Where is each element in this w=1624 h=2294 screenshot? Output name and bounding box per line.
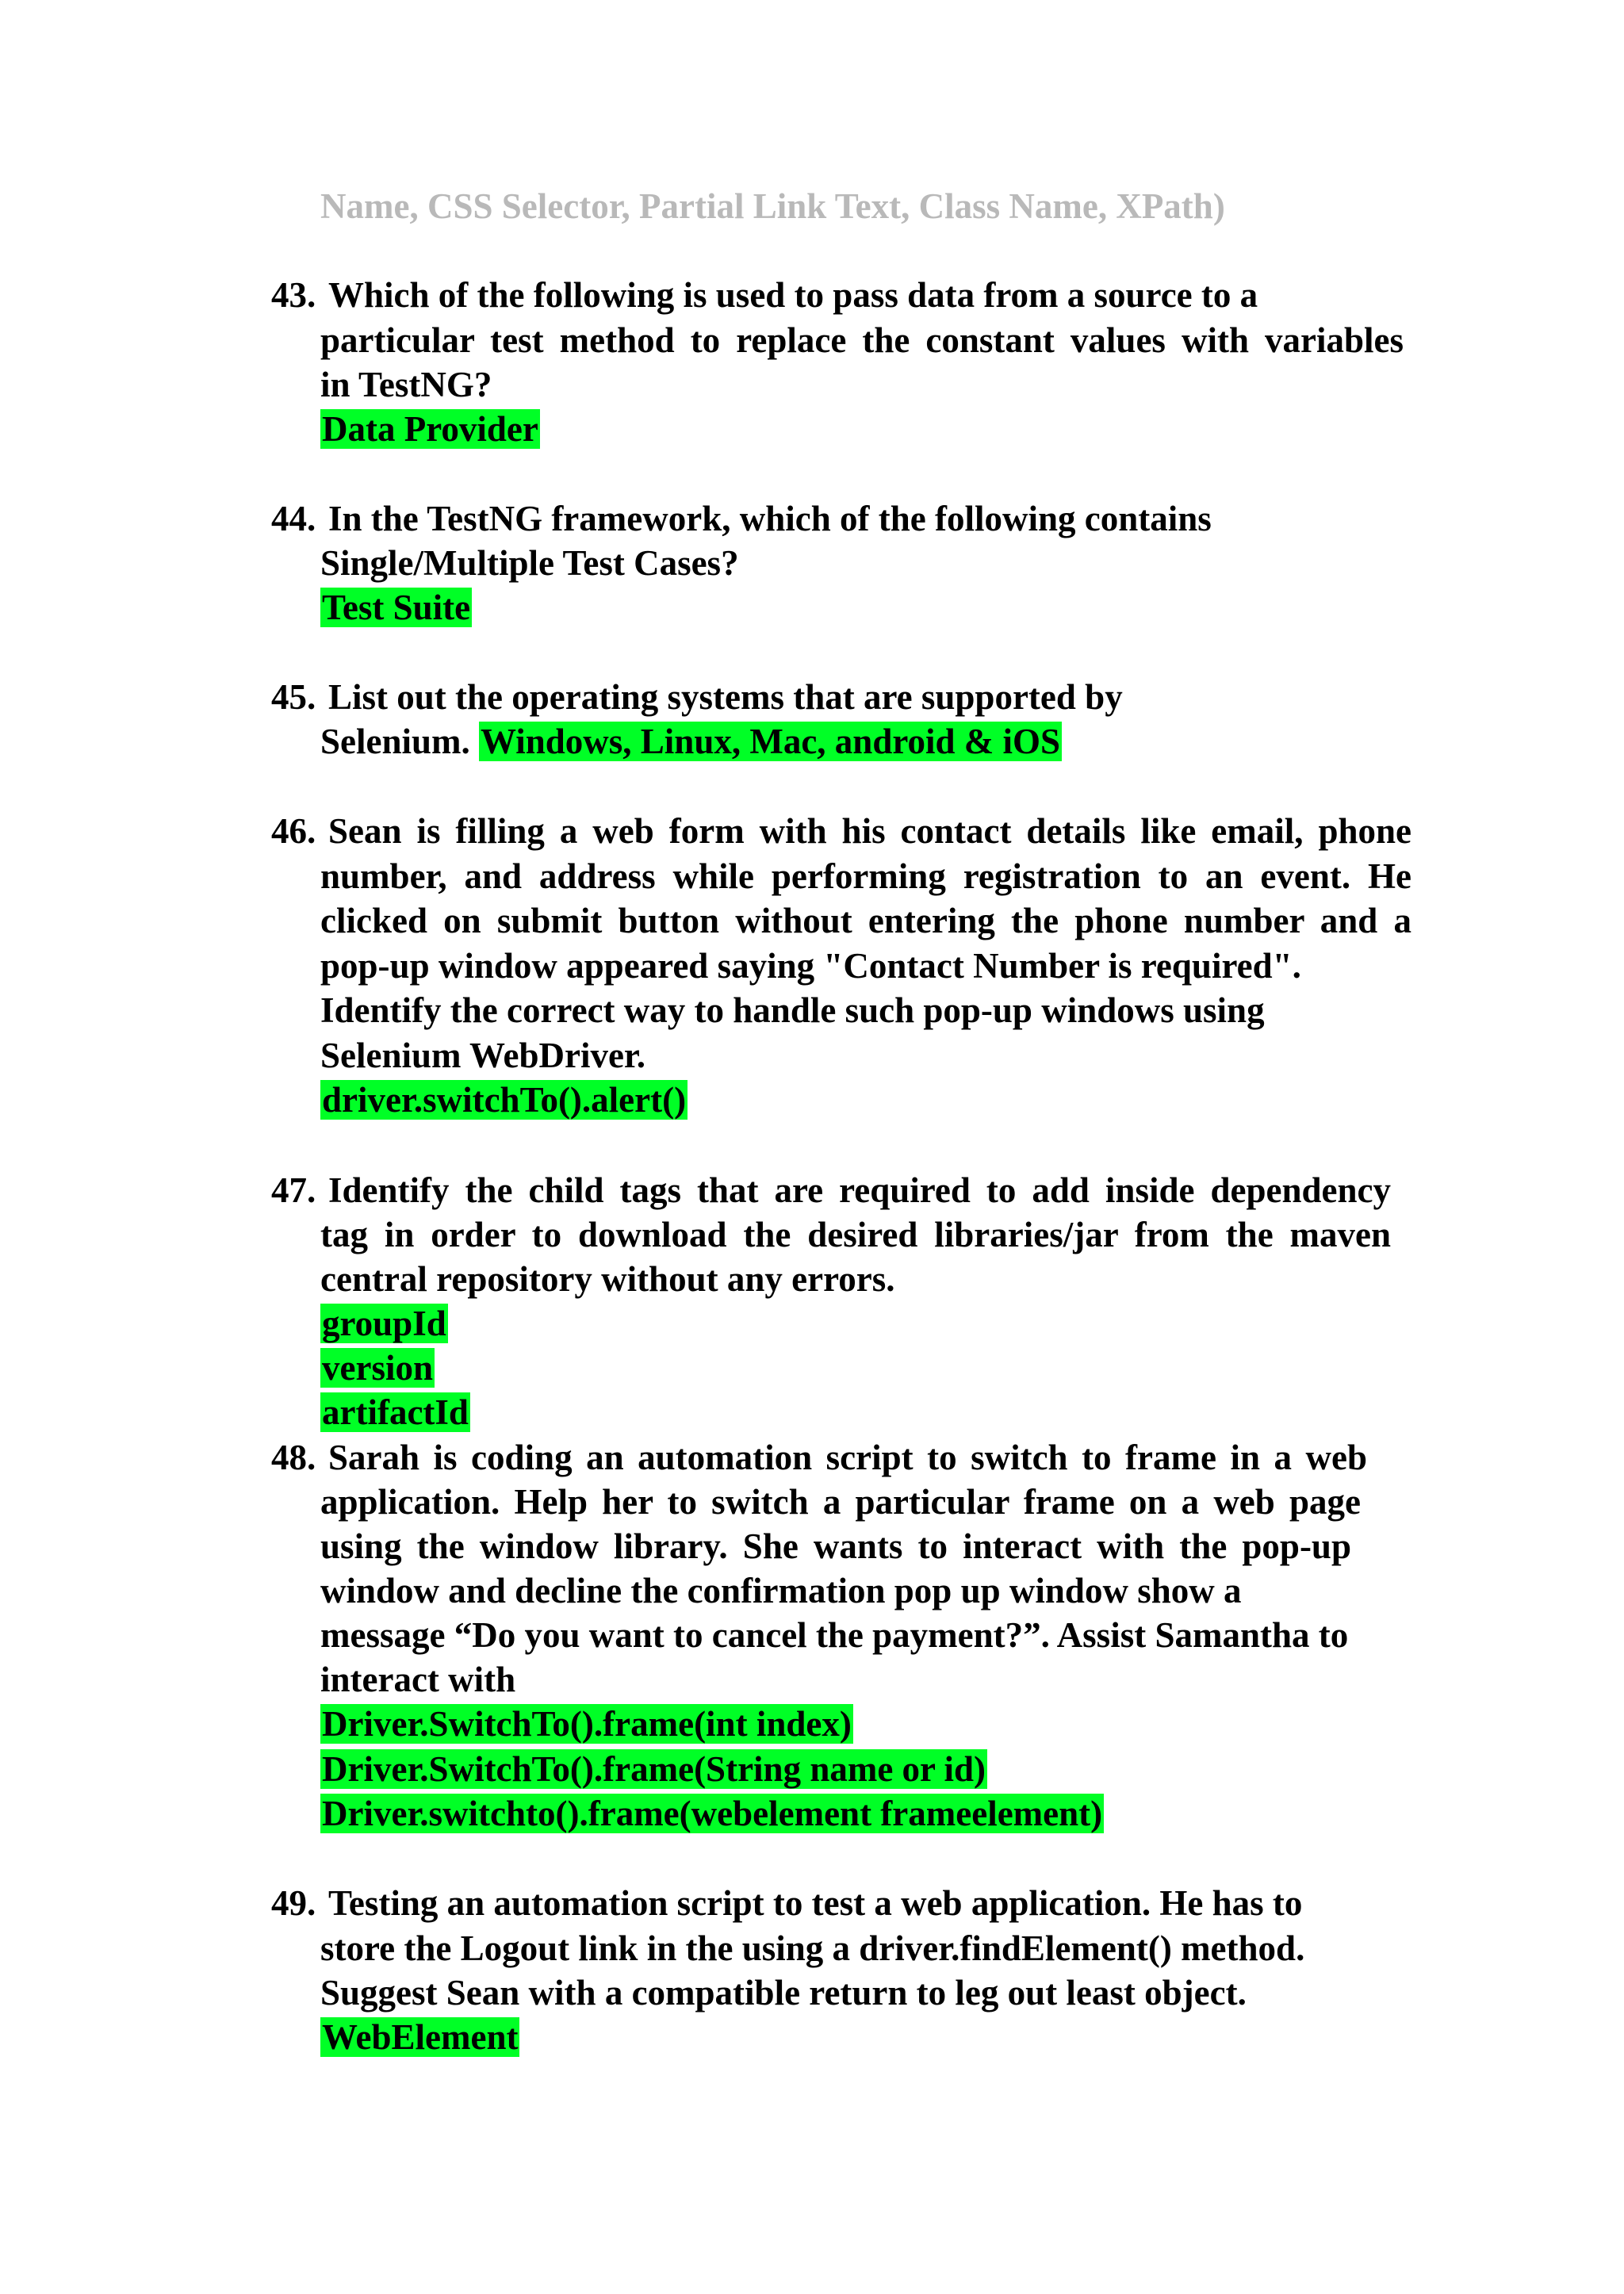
question-43-line-1: Which of the following is used to pass data from a source to a <box>328 275 1258 315</box>
answer-highlight: Driver.SwitchTo().frame(int index) <box>322 1704 852 1744</box>
question-49-line-3: Suggest Sean with a compatible return to leg out least object. <box>320 1973 1247 2013</box>
question-48-line-3: using the window library. She wants to interact with the pop-up <box>320 1526 1351 1566</box>
question-48-answer-2 <box>320 1747 987 1792</box>
question-45-line-2-text: Selenium. <box>320 722 470 761</box>
question-46-line-1: Sean is filling a web form with his contact details like email, phone <box>328 811 1411 851</box>
question-46-line-2: number, and address while performing registration to an event. He <box>320 856 1411 896</box>
question-45-line-2 <box>320 719 1062 764</box>
question-44-number: 44. <box>271 499 316 538</box>
question-47-number: 47. <box>271 1170 316 1210</box>
question-43-line-3: in TestNG? <box>320 365 492 404</box>
question-46-line-6: Selenium WebDriver. <box>320 1036 646 1075</box>
answer-highlight: Test Suite <box>322 588 471 627</box>
answer-highlight: WebElement <box>322 2017 519 2057</box>
question-47-answer-1 <box>320 1301 448 1346</box>
question-48-line-4: window and decline the confirmation pop up window show a <box>320 1571 1242 1610</box>
question-49-line-1: Testing an automation script to test a web application. He has to <box>328 1883 1303 1923</box>
question-48-number: 48. <box>271 1438 316 1477</box>
answer-highlight: groupId <box>322 1304 446 1343</box>
question-43-line-2: particular test method to replace the constant values with variables <box>320 320 1404 360</box>
question-48-line-2: application. Help her to switch a particular frame on a web page <box>320 1482 1361 1522</box>
answer-highlight: artifactId <box>322 1392 469 1432</box>
question-49-line-2: store the Logout link in the using a driver.findElement() method. <box>320 1928 1305 1968</box>
question-47-answer-3 <box>320 1390 470 1435</box>
question-43-answer <box>320 407 540 452</box>
answer-highlight: Windows, Linux, Mac, android & iOS <box>481 722 1061 761</box>
answer-highlight: version <box>322 1348 433 1388</box>
answer-highlight: driver.switchTo().alert() <box>322 1080 687 1120</box>
question-48-line-6: interact with <box>320 1660 516 1699</box>
question-47-line-2: tag in order to download the desired libraries/jar from the maven <box>320 1215 1391 1254</box>
question-46-number: 46. <box>271 811 316 851</box>
question-48-answer-3 <box>320 1791 1104 1836</box>
question-47-line-1: Identify the child tags that are required to add inside dependency <box>328 1170 1391 1210</box>
question-44-line-1: In the TestNG framework, which of the following contains <box>328 499 1212 538</box>
question-49-number: 49. <box>271 1883 316 1923</box>
question-46-line-4: pop-up window appeared saying "Contact Number is required". <box>320 946 1301 986</box>
question-48-answer-1 <box>320 1702 853 1747</box>
question-49-answer <box>320 2015 519 2060</box>
question-48-line-5: message “Do you want to cancel the payment?”. Assist Samantha to <box>320 1615 1349 1655</box>
question-47-line-3: central repository without any errors. <box>320 1259 895 1299</box>
answer-highlight: Data Provider <box>322 409 538 449</box>
question-44-line-2: Single/Multiple Test Cases? <box>320 543 739 583</box>
question-46-line-3: clicked on submit button without entering the phone number and a <box>320 901 1411 940</box>
top-fragment: Name, CSS Selector, Partial Link Text, Class Name, XPath) <box>320 186 1225 226</box>
question-46-line-5: Identify the correct way to handle such pop-up windows using <box>320 990 1265 1030</box>
answer-highlight: Driver.switchto().frame(webelement frameelement) <box>322 1794 1103 1833</box>
question-47-answer-2 <box>320 1346 435 1391</box>
question-45-line-1: List out the operating systems that are supported by <box>328 677 1123 717</box>
question-48-line-1: Sarah is coding an automation script to switch to frame in a web <box>328 1438 1367 1477</box>
question-45-number: 45. <box>271 677 316 717</box>
question-44-answer <box>320 585 472 630</box>
question-43-number: 43. <box>271 275 316 315</box>
question-46-answer <box>320 1078 688 1123</box>
answer-highlight: Driver.SwitchTo().frame(String name or id) <box>322 1749 986 1789</box>
